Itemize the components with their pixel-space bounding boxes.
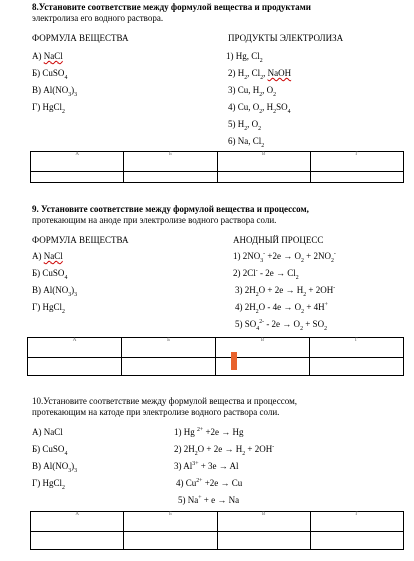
q8-answer-header-a: А — [31, 152, 124, 172]
q8-left-a: А) NaCl — [32, 51, 63, 61]
q8-right-4: 4) Cu, $O_2$, $H_2SO_4$ — [228, 102, 291, 115]
q9-right-5: 5) $SO_4^{2-} - 2e \to O_2 + SO_2$ — [235, 319, 327, 332]
q8-right-6: 6) Na, $Cl_2$ — [228, 136, 265, 149]
q10-left-c: В) $Al(NO_3)_3$ — [32, 461, 78, 474]
q8-answer-cell-c[interactable] — [217, 172, 310, 183]
q9-right-2: 2) $2Cl^- - 2e \to Cl_2$ — [233, 268, 299, 281]
q9-answer-cell-a[interactable] — [28, 358, 122, 376]
q8-title-line2: электролиза его водного раствора. — [32, 13, 164, 23]
q9-left-d: Г) HgCl$_2$ — [32, 302, 65, 315]
q8-left-d: Г) HgCl$_2$ — [32, 102, 65, 115]
text-cursor-marker — [231, 352, 237, 370]
q10-left-d: Г) HgCl$_2$ — [32, 478, 65, 491]
q9-answer-header-b: Б — [122, 338, 216, 358]
q8-right-5: 5) $H_2$, $O_2$ — [228, 119, 262, 132]
q8-answer-header-c: В — [217, 152, 310, 172]
q10-answer-header-d: Г — [310, 512, 403, 532]
q10-right-3: 3) $Al^{3+} + 3e \to Al$ — [174, 461, 239, 471]
q8-answer-table — [30, 151, 404, 183]
q10-answer-header-c: В — [217, 512, 310, 532]
q10-answer-table — [30, 511, 404, 550]
q9-title: 9. Установите соответствие между формулой вещества и процессом, — [32, 204, 309, 214]
q10-answer-cell-a[interactable] — [31, 532, 124, 550]
q9-left-a: А) NaCl — [32, 251, 63, 261]
q10-right-1: 1) Hg $^{2+}$ +2e → Hg — [174, 427, 244, 437]
q10-answer-cell-c[interactable] — [217, 532, 310, 550]
q8-title: 8.Установите соответствие между формулой вещества и продуктами — [32, 2, 311, 12]
q8-answer-cell-a[interactable] — [31, 172, 124, 183]
q9-left-c: В) $Al(NO_3)_3$ — [32, 285, 78, 298]
q9-answer-header-c: В — [216, 338, 310, 358]
q8-col-right-header: ПРОДУКТЫ ЭЛЕКТРОЛИЗА — [228, 33, 344, 43]
q10-left-a: А) NaCl — [32, 427, 63, 437]
q8-answer-header-b: Б — [124, 152, 217, 172]
q8-answer-header-d: Г — [310, 152, 403, 172]
q8-answer-cell-d[interactable] — [310, 172, 403, 183]
q10-title: 10.Установите соответствие между формулой вещества и процессом, — [32, 396, 298, 406]
q10-answer-header-a: А — [31, 512, 124, 532]
q9-col-right-header: АНОДНЫЙ ПРОЦЕСС — [233, 235, 324, 245]
q9-answer-table — [27, 337, 404, 376]
q10-right-4: 4) $Cu^{2+} +2e \to Cu$ — [176, 478, 243, 488]
q10-right-2: 2) $2H_2O + 2e \to H_2 + 2OH^-$ — [174, 444, 275, 457]
q8-answer-cell-b[interactable] — [124, 172, 217, 183]
q9-col-left-header: ФОРМУЛА ВЕЩЕСТВА — [32, 235, 129, 245]
q9-answer-cell-d[interactable] — [310, 358, 404, 376]
q10-right-5: 5) Na+ + e → Na — [178, 495, 240, 505]
q9-answer-cell-b[interactable] — [122, 358, 216, 376]
q8-left-c: В) $Al(NO_3)_3$ — [32, 85, 78, 98]
q9-answer-header-a: А — [28, 338, 122, 358]
q10-answer-cell-b[interactable] — [124, 532, 217, 550]
q8-left-b: Б) CuSO$_4$ — [32, 68, 68, 81]
q10-title-line2: протекающим на катоде при электролизе водного раствора соли. — [32, 407, 280, 417]
q9-answer-header-d: Г — [310, 338, 404, 358]
q9-right-1: 1) $2NO_3^- +2e \to O_2 + 2NO_2^-$ — [233, 251, 336, 264]
q10-answer-cell-d[interactable] — [310, 532, 403, 550]
q10-answer-header-b: Б — [124, 512, 217, 532]
q9-right-3: 3) $2H_2O + 2e \to H_2 + 2OH^-$ — [235, 285, 336, 298]
q8-col-left-header: ФОРМУЛА ВЕЩЕСТВА — [32, 33, 129, 43]
q9-right-4: 4) $2H_2O - 4e \to O_2 + 4H^+$ — [235, 302, 328, 315]
q8-right-3: 3) Cu, $H_2$, $O_2$ — [228, 85, 277, 98]
q9-title-line2: протекающим на аноде при электролизе водного раствора соли. — [32, 215, 277, 225]
q8-right-1: 1) Hg, $Cl_2$ — [226, 51, 263, 64]
q9-answer-cell-c[interactable] — [216, 358, 310, 376]
q8-right-2: 2) $H_2$, $Cl_2$, NaOH — [228, 68, 292, 81]
q9-left-b: Б) CuSO$_4$ — [32, 268, 68, 281]
q10-left-b: Б) CuSO$_4$ — [32, 444, 68, 457]
